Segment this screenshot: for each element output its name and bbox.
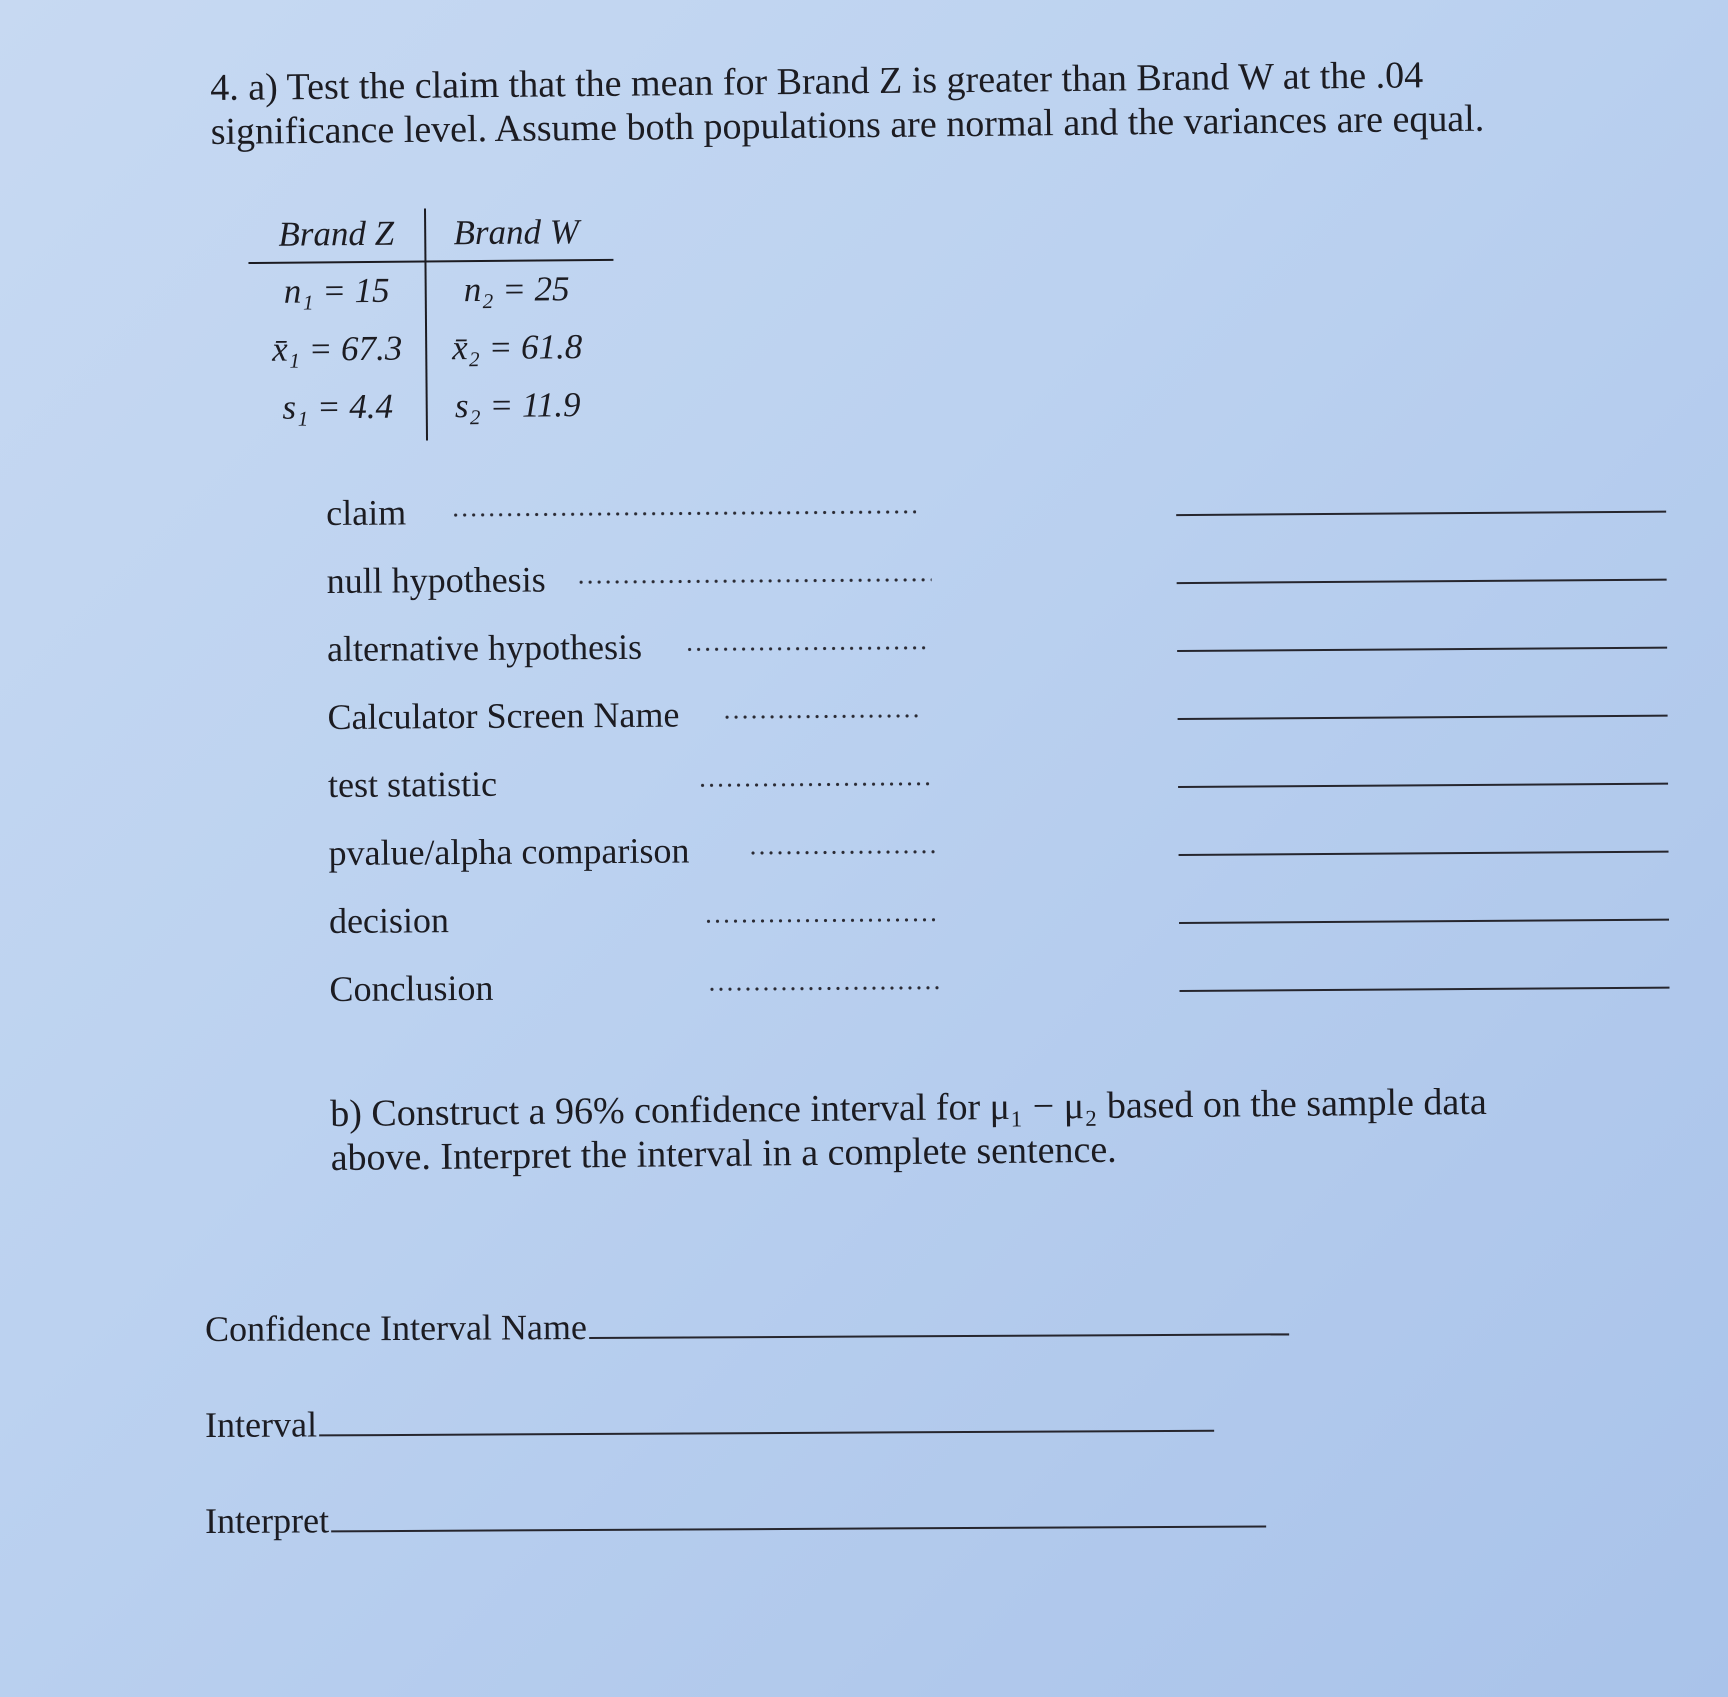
step-label: test statistic <box>327 763 498 805</box>
step-test-statistic <box>328 754 1708 832</box>
leader-dots <box>749 850 939 855</box>
answer-blank-pvalue-alpha-comparison[interactable] <box>1179 851 1669 856</box>
step-pvalue-alpha-comparison <box>328 822 1708 900</box>
brand-z-sample-sd: s₁ = 4.4 <box>282 386 394 427</box>
step-label: null hypothesis <box>326 559 546 601</box>
step-label: pvalue/alpha comparison <box>328 830 690 873</box>
ci-interval-blank[interactable] <box>319 1430 1214 1437</box>
brand-w-sample-size: n₂ = 25 <box>463 269 570 310</box>
step-alternative-hypothesis <box>327 618 1707 696</box>
leader-dots <box>707 986 942 992</box>
answer-blank-alternative-hypothesis[interactable] <box>1177 647 1667 652</box>
header-brand-w: Brand W <box>453 212 580 253</box>
brand-w-sample-sd: s₂ = 11.9 <box>454 385 581 426</box>
brand-w-sample-mean: x̄₂ = 61.8 <box>451 327 583 368</box>
ci-interval-field <box>205 1399 1214 1446</box>
leader-dots <box>451 510 916 517</box>
question-a <box>210 52 1591 154</box>
ci-interpret-field <box>205 1494 1266 1542</box>
answer-blank-test-statistic[interactable] <box>1178 783 1668 788</box>
leader-dots <box>685 646 930 652</box>
question-b-line-1: b) Construct a 96% confidence interval for μ₁ − μ₂ based on the sample data <box>330 1080 1487 1135</box>
answer-blank-calculator-screen-name[interactable] <box>1178 715 1668 720</box>
step-calculator-screen-name <box>327 686 1707 764</box>
ci-name-field <box>205 1302 1289 1350</box>
ci-interpret-blank[interactable] <box>331 1525 1266 1532</box>
step-label: decision <box>328 900 450 941</box>
sample-statistics-table <box>248 207 615 445</box>
ci-interval-label: Interval <box>205 1404 318 1445</box>
leader-dots <box>577 578 932 584</box>
ci-interpret-label: Interpret <box>205 1500 330 1541</box>
answer-blank-null-hypothesis[interactable] <box>1177 579 1667 584</box>
ci-name-label: Confidence Interval Name <box>205 1307 588 1349</box>
answer-blank-conclusion[interactable] <box>1179 987 1669 992</box>
answer-blank-claim[interactable] <box>1176 511 1666 516</box>
question-a-line-1: 4. a) Test the claim that the mean for Brand Z is greater than Brand W at the .04 <box>210 54 1424 109</box>
step-conclusion <box>329 958 1709 1036</box>
step-label: Conclusion <box>329 967 494 1009</box>
brand-z-sample-mean: x̄₁ = 67.3 <box>271 328 403 369</box>
question-a-line-2: significance level. Assume both populations are normal and the variances are equal. <box>210 97 1485 153</box>
question-b-line-2: above. Interpret the interval in a complete sentence. <box>330 1128 1117 1179</box>
step-claim <box>326 482 1706 560</box>
step-label: claim <box>326 492 407 533</box>
hypothesis-test-steps <box>326 482 1710 1036</box>
question-b <box>330 1078 1631 1180</box>
leader-dots <box>704 918 939 924</box>
step-label: alternative hypothesis <box>326 626 643 669</box>
leader-dots <box>698 782 933 788</box>
brand-z-sample-size: n₁ = 15 <box>283 270 390 311</box>
answer-blank-decision[interactable] <box>1179 919 1669 924</box>
step-null-hypothesis <box>326 550 1706 628</box>
leader-dots <box>723 714 923 719</box>
table-header-rule <box>248 259 613 264</box>
header-brand-z: Brand Z <box>278 213 395 254</box>
step-decision <box>329 890 1709 968</box>
step-label: Calculator Screen Name <box>327 694 680 737</box>
ci-name-blank[interactable] <box>589 1333 1289 1339</box>
